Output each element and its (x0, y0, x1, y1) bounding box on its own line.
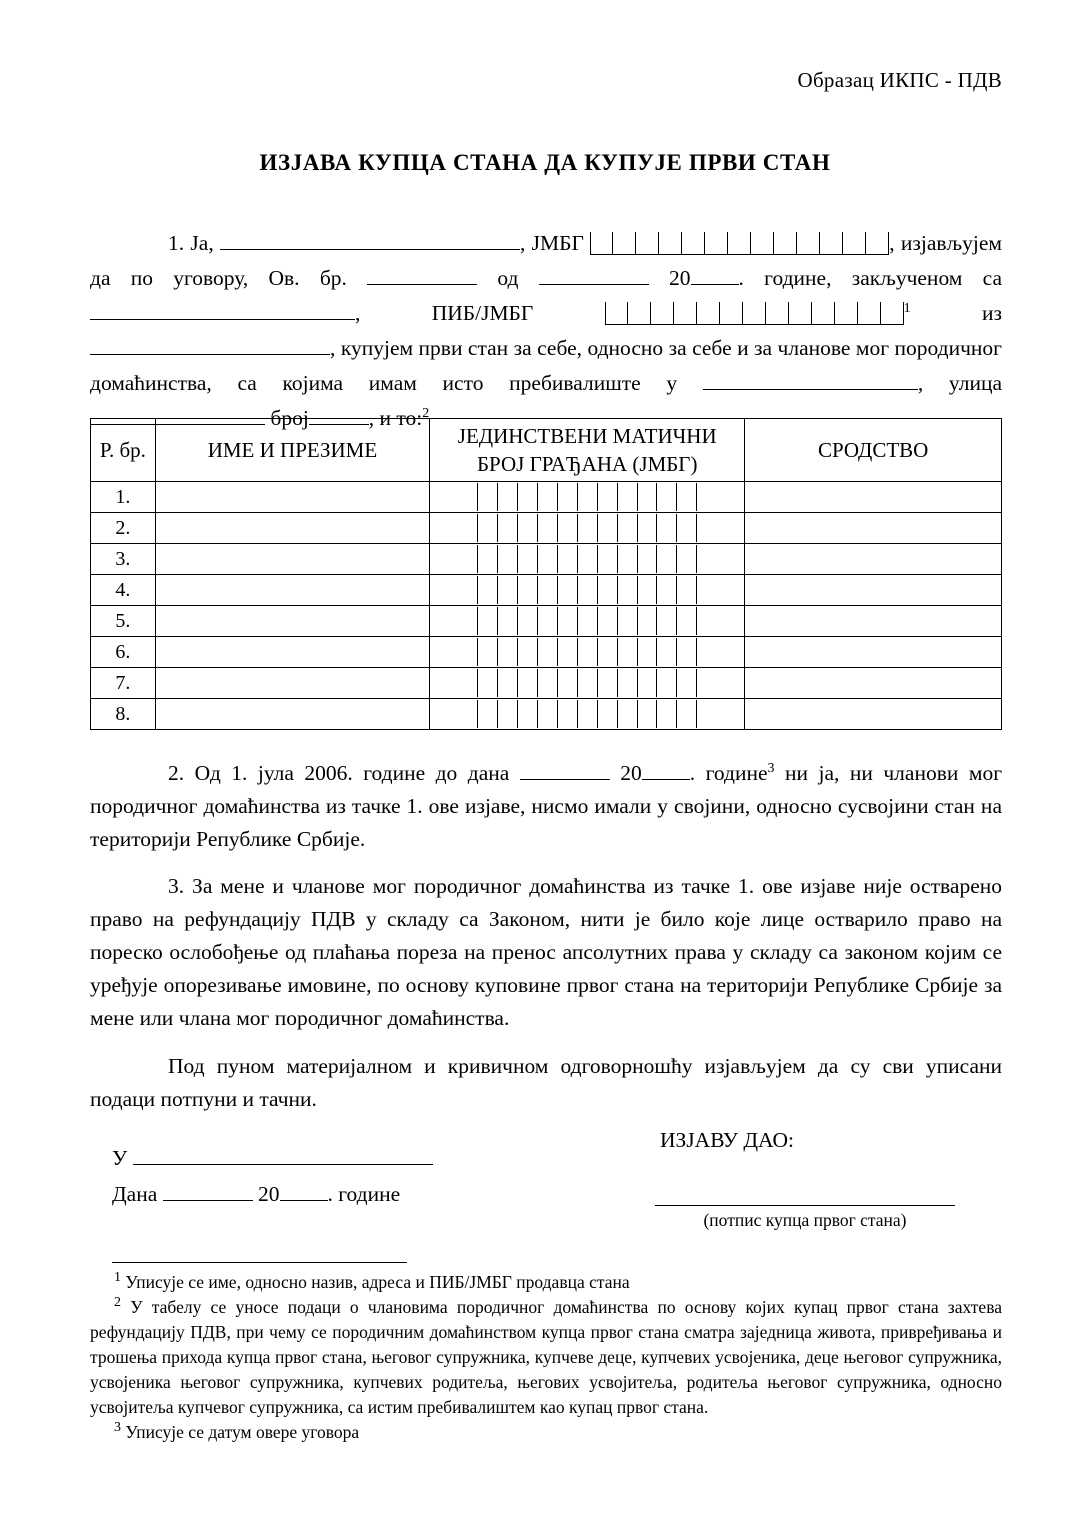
table-row (91, 513, 1002, 544)
paragraph-3 (90, 870, 1002, 1035)
place-label: У (112, 1146, 128, 1170)
p1-text-c: 20 (669, 266, 691, 290)
p1-number: 1. Ја, (168, 231, 214, 255)
p1-text-d: . године, закљученом са (738, 266, 1002, 290)
cell-relation[interactable] (745, 606, 1002, 637)
footnote-item (90, 1420, 1002, 1445)
cell-name[interactable] (155, 544, 429, 575)
verification-year-field[interactable] (642, 755, 690, 780)
cell-jmbg[interactable] (430, 482, 745, 513)
cell-jmbg[interactable] (430, 513, 745, 544)
table-row (91, 606, 1002, 637)
page-title: ИЗЈАВА КУПЦА СТАНА ДА КУПУЈЕ ПРВИ СТАН (259, 150, 831, 175)
contract-date-field[interactable] (539, 260, 649, 285)
p2-text-b: 20 (620, 761, 642, 785)
cell-jmbg[interactable] (430, 606, 745, 637)
th-row-number: Р. бр. (91, 419, 156, 482)
table-row (91, 544, 1002, 575)
table-row (91, 575, 1002, 606)
p1-text-a: , изјављујем да по уговору, Ов. бр. (90, 231, 1003, 290)
contract-year-field[interactable] (691, 260, 739, 285)
cell-jmbg[interactable] (430, 575, 745, 606)
footnote-ref-2: 2 (422, 405, 430, 421)
footnote-separator (112, 1262, 407, 1263)
p4-text: Под пуном материјалном и кривичном одговорношћу изјављујем да су сви уписани подаци потпуни и тачни. (90, 1054, 1002, 1111)
cell-row-number: 3. (91, 544, 156, 575)
paragraph-4 (90, 1050, 1002, 1116)
p1-jmbg-label: , ЈМБГ (519, 231, 584, 255)
signature-caption: (потпис купца првог стана) (703, 1210, 907, 1230)
date-year-prefix: 20 (258, 1182, 280, 1206)
cell-row-number: 1. (91, 482, 156, 513)
cell-jmbg[interactable] (430, 544, 745, 575)
date-suffix: . године (327, 1182, 401, 1206)
cell-jmbg[interactable] (430, 637, 745, 668)
p1-text-h: , улица (917, 371, 1003, 395)
buyer-jmbg-comb[interactable] (590, 232, 889, 255)
date-row (112, 1176, 433, 1212)
cell-name[interactable] (155, 699, 429, 730)
footnote-text: Уписује се датум овере уговора (125, 1422, 360, 1442)
signature-line[interactable] (655, 1205, 955, 1206)
footnote-ref-1: 1 (903, 300, 911, 316)
cell-relation[interactable] (745, 699, 1002, 730)
cell-row-number: 2. (91, 513, 156, 544)
p1-text-i: број (270, 406, 309, 430)
contract-number-field[interactable] (367, 260, 477, 285)
cell-relation[interactable] (745, 544, 1002, 575)
paragraph-1 (90, 225, 1002, 435)
cell-name[interactable] (155, 482, 429, 513)
cell-relation[interactable] (745, 637, 1002, 668)
seller-address-field[interactable] (90, 330, 330, 355)
signature-left-block (112, 1140, 433, 1212)
p2-text-d: ни ја, ни чланови мог породичног домаћинства из тачке 1. ове изјаве, нисмо имали у својини, односно сусвојини стан на територији Републике Србије. (90, 761, 1003, 851)
th-relation: СРОДСТВО (745, 419, 1002, 482)
p2-text-a: 2. Од 1. јула 2006. године до дана (168, 761, 510, 785)
p1-text-j: , и то: (368, 406, 423, 430)
th-jmbg: ЈЕДИНСТВЕНИ МАТИЧНИ БРОЈ ГРАЂАНА (ЈМБГ) (430, 419, 745, 482)
table-header-row (91, 419, 1002, 482)
place-field[interactable] (133, 1140, 433, 1165)
paragraph-2 (90, 755, 1002, 856)
date-day-field[interactable] (163, 1176, 253, 1201)
footnote-mark: 2 (114, 1295, 121, 1311)
cell-relation[interactable] (745, 482, 1002, 513)
cell-name[interactable] (155, 668, 429, 699)
date-label: Дана (112, 1182, 158, 1206)
p1-text-b: од (497, 266, 519, 290)
p1-text-e: , ПИБ/ЈМБГ (355, 301, 534, 325)
footnote-ref-3: 3 (767, 760, 775, 776)
seller-pib-jmbg-comb[interactable] (605, 302, 904, 325)
cell-jmbg[interactable] (430, 668, 745, 699)
buyer-name-field[interactable] (220, 225, 520, 250)
p3-text: 3. За мене и чланове мог породичног домаћинства из тачке 1. ове изјаве није остварено право на рефундацију ПДВ у складу са Законом, нити је било које лице остварило право на пореско ослобођење од плаћања пореза на пренос апсолутних права у складу са законом којим се уређује опорезивање имовине, по основу куповине првог стана на територији Републике Србије за мене или члана мог породичног домаћинства. (90, 874, 1002, 1030)
footnotes (90, 1270, 1002, 1445)
cell-name[interactable] (155, 513, 429, 544)
footnote-text: У табелу се уносе подаци о члановима породичног домаћинства по основу којих купац првог стана захтева рефундацију ПДВ, при чему се породичним домаћинством купца првог стана сматра заједница живота, привређивања и трошења прихода купца првог стана, његовог супружника, купчеве деце, купчевих усвојеника, деце његовог супружника, усвојеника његовог супружника, купчевих родитеља, његових усвојитеља, родитеља његовог супружника, односно усвојитеља купчевог супружника, са истим пребивалиштем као купац првог стана. (90, 1297, 1002, 1417)
form-code: Образац ИКПС - ПДВ (797, 68, 1002, 92)
declaration-given-by-label: ИЗЈАВУ ДАО: (660, 1128, 795, 1152)
cell-relation[interactable] (745, 513, 1002, 544)
cell-row-number: 8. (91, 699, 156, 730)
footnote-item (90, 1270, 1002, 1295)
th-name: ИМЕ И ПРЕЗИМЕ (155, 419, 429, 482)
date-year-field[interactable] (280, 1176, 328, 1201)
footnote-mark: 1 (114, 1270, 121, 1286)
verification-date-field[interactable] (520, 755, 610, 780)
cell-name[interactable] (155, 606, 429, 637)
seller-name-field[interactable] (90, 295, 355, 320)
cell-name[interactable] (155, 637, 429, 668)
cell-row-number: 5. (91, 606, 156, 637)
cell-row-number: 4. (91, 575, 156, 606)
cell-name[interactable] (155, 575, 429, 606)
cell-row-number: 7. (91, 668, 156, 699)
footnote-item (90, 1295, 1002, 1420)
table-row (91, 699, 1002, 730)
place-row (112, 1140, 433, 1176)
p2-text-c: . године (689, 761, 768, 785)
table-row (91, 668, 1002, 699)
footnote-mark: 3 (114, 1420, 121, 1436)
p1-text-f: из (982, 301, 1002, 325)
household-members-table (90, 418, 1002, 730)
footnote-text: Уписује се име, односно назив, адреса и ПИБ/ЈМБГ продавца стана (125, 1272, 630, 1292)
table-row (91, 637, 1002, 668)
cell-jmbg[interactable] (430, 699, 745, 730)
cell-row-number: 6. (91, 637, 156, 668)
cell-relation[interactable] (745, 668, 1002, 699)
table-row (91, 482, 1002, 513)
residence-place-field[interactable] (703, 365, 918, 390)
p1-text-g: , купујем први стан за себе, односно за себе и за чланове мог породичног домаћинства, са којима имам исто пребивалиште у (90, 336, 1002, 395)
cell-relation[interactable] (745, 575, 1002, 606)
